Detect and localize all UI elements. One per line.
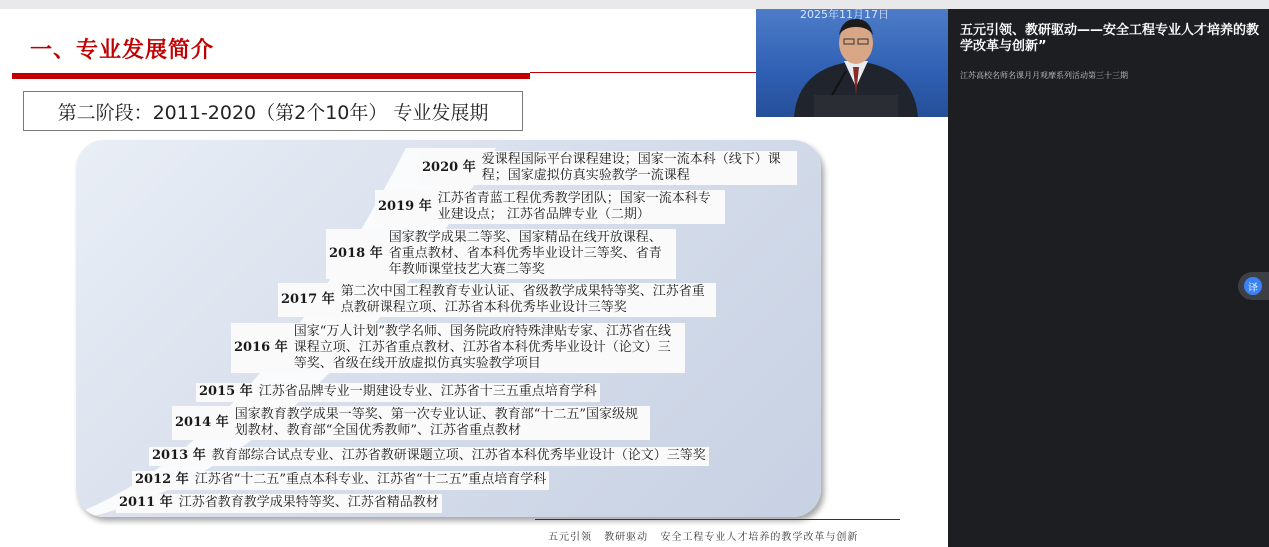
video-date-overlay: 2025年11月17日	[800, 9, 889, 21]
timeline-text: 教育部综合试点专业、江苏省教研课题立项、江苏省本科优秀毕业设计（论文）三等奖	[211, 448, 706, 463]
timeline-text: 国家教育教学成果一等奖、第一次专业认证、教育部“十二五”国家级规划教材、教育部“全国优秀教师”、江苏省重点教材	[234, 407, 639, 438]
side-panel-subtitle: 江苏高校名师名课月月观摩系列活动第三十三期	[960, 71, 1128, 80]
timeline-year: 2013 年	[152, 448, 206, 463]
timeline-entry-2019	[375, 190, 725, 224]
speaker-video[interactable]	[756, 9, 948, 117]
timeline-text: 爱课程国际平台课程建设；国家一流本科（线下）课程；国家虚拟仿真实验教学一流课程	[481, 152, 781, 183]
top-bar	[0, 0, 1269, 9]
side-panel-title: 五元引领、教研驱动——安全工程专业人才培养的教学改革与创新”	[960, 23, 1260, 54]
translate-icon: 译	[1244, 277, 1262, 295]
timeline-year: 2020 年	[422, 160, 476, 175]
timeline-year: 2011 年	[119, 495, 173, 510]
timeline-panel	[76, 140, 821, 517]
timeline-year: 2016 年	[234, 340, 288, 355]
timeline-entry-2013	[149, 447, 709, 466]
timeline-entry-2012	[132, 471, 549, 490]
translate-button[interactable]	[1238, 272, 1269, 300]
timeline-year: 2014 年	[175, 415, 229, 430]
timeline-entry-2015	[196, 383, 600, 402]
timeline-text: 国家教学成果二等奖、国家精品在线开放课程、省重点教材、省本科优秀毕业设计三等奖、省青年教师课堂技艺大赛二等奖	[388, 230, 662, 277]
timeline-year: 2019 年	[378, 199, 432, 214]
section-title: 一、专业发展简介	[30, 38, 215, 63]
timeline-entry-2011	[116, 494, 442, 513]
speaker-figure	[756, 9, 948, 117]
stage-label: 第二阶段：2011-2020（第2个10年） 专业发展期	[23, 91, 523, 131]
timeline-entry-2014	[172, 406, 650, 440]
timeline-year: 2018 年	[329, 246, 383, 261]
footer-line	[535, 519, 900, 520]
timeline-text: 第二次中国工程教育专业认证、省级教学成果特等奖、江苏省重点教研课程立项、江苏省本科优秀毕业设计三等奖	[340, 284, 705, 315]
timeline-entry-2018	[326, 229, 676, 279]
timeline-text: 江苏省教育教学成果特等奖、江苏省精品教材	[178, 495, 439, 510]
side-panel	[948, 9, 1269, 547]
title-underline	[12, 73, 530, 79]
timeline-year: 2017 年	[281, 292, 335, 307]
timeline-text: 国家“万人计划”教学名师、国务院政府特殊津贴专家、江苏省在线课程立项、江苏省重点教材、江苏省本科优秀毕业设计（论文）三等奖、省级在线开放虚拟仿真实验教学项目	[293, 324, 672, 371]
timeline-year: 2015 年	[199, 384, 253, 399]
timeline-entry-2020	[419, 151, 797, 185]
timeline-text: 江苏省青蓝工程优秀教学团队；国家一流本科专业建设点； 江苏省品牌专业（二期）	[437, 191, 711, 222]
timeline-text: 江苏省品牌专业一期建设专业、江苏省十三五重点培育学科	[258, 384, 597, 399]
timeline-entry-2016	[231, 323, 685, 373]
timeline-entry-2017	[278, 283, 716, 317]
title-thin-line	[530, 72, 756, 73]
timeline-year: 2012 年	[135, 472, 189, 487]
slide-footer: 五元引领 教研驱动 安全工程专业人才培养的教学改革与创新	[548, 532, 859, 543]
timeline-text: 江苏省“十二五”重点本科专业、江苏省“十二五”重点培育学科	[194, 472, 547, 487]
